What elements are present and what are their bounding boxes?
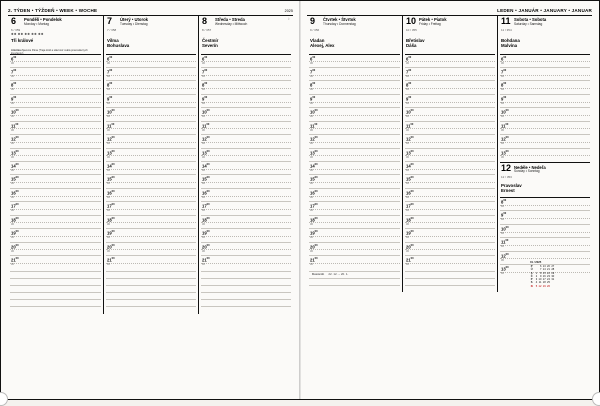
hour-row: $7^{00}$ 30 <box>106 67 196 80</box>
hour-row: $12^{00}$ 30 <box>106 134 196 147</box>
mini-calendar-row: P 6 13 20 27 <box>530 264 555 268</box>
nameday-cz: Břetislav <box>406 37 425 43</box>
hour-row: $18^{00}$ 30 <box>201 215 291 228</box>
nameday-sk: Alexej, Alex <box>310 42 335 48</box>
hour-row: $11^{00}$ 30 <box>106 121 196 134</box>
day-name-secondary: Tuesday • Dienstag <box>120 21 148 26</box>
hour-row: $16^{00}$ 30 <box>10 188 101 201</box>
holiday-note-text: Zjavenie Pána (Traja králi a slávnosť svätá pravoslávnych kresťanov) <box>11 48 88 55</box>
hour-row: $12^{00}$ 30 <box>500 251 590 264</box>
nameday-sk: Ernest <box>501 188 515 194</box>
hour-row: $9^{00}$ 30 <box>405 94 495 107</box>
hour-row: $9^{00}$ 30 <box>500 210 590 223</box>
hour-row: $13^{00}$ 30 <box>10 148 101 161</box>
hour-row: $8^{00}$ 30 <box>500 197 590 210</box>
day-name-secondary: Sunday • Sonntag <box>514 169 540 173</box>
hour-row: $17^{00}$ 30 <box>106 201 196 214</box>
hour-row: $7^{00}$ 30 <box>405 67 495 80</box>
nameday-primary <box>310 38 399 48</box>
hour-row: $19^{00}$ 30 <box>405 228 495 241</box>
note-lines-tuesday[interactable] <box>106 271 196 314</box>
hour-row: $19^{00}$ 30 <box>309 228 400 241</box>
hour-row: $10^{00}$ 30 <box>309 107 400 120</box>
day-number: 7 <box>107 15 113 26</box>
day-of-year: 7 / 358 <box>107 27 117 32</box>
hour-grid-tuesday[interactable] <box>106 54 196 269</box>
hour-row: $14^{00}$ 30 <box>201 161 291 174</box>
nameday-primary <box>406 38 494 48</box>
nameday-sk: Dáša <box>406 42 417 48</box>
hour-row: $8^{00}$ 30 <box>201 80 291 93</box>
day-name-secondary: Friday • Freitag <box>419 21 441 26</box>
day-name: Středa • Streda <box>215 17 245 22</box>
hour-row: $11^{00}$ 30 <box>500 121 590 134</box>
mini-calendar-row: N 5 12 19 26 <box>530 284 550 288</box>
hour-row: $19^{00}$ 30 <box>10 228 101 241</box>
day-of-year: 11 / 354 <box>501 27 512 32</box>
day-name-secondary: Wednesday • Mittwoch <box>215 21 248 26</box>
note-lines-monday[interactable] <box>10 271 101 314</box>
hour-row: $11^{00}$ 30 <box>500 237 590 250</box>
mini-calendar-title: 01 / 2025 <box>530 260 542 264</box>
day-of-year: 8 / 357 <box>202 27 212 32</box>
day-name: Pondělí • Pondelok <box>24 17 62 22</box>
month-title: LEDEN • JANUÁR • JANUARY • JANUAR <box>497 8 592 13</box>
hour-row: $6^{00}$ 30 <box>405 54 495 67</box>
day-of-year: 6 / 359 <box>11 27 21 32</box>
hour-row: $6^{00}$ 30 <box>500 54 590 67</box>
hour-row: $19^{00}$ 30 <box>201 228 291 241</box>
hour-row: $9^{00}$ 30 <box>106 94 196 107</box>
day-column-wednesday[interactable] <box>198 16 293 314</box>
day-header-thursday <box>309 16 400 54</box>
hour-row: $16^{00}$ 30 <box>405 188 495 201</box>
nameday-cz: Vladan <box>310 37 325 43</box>
hour-row: $16^{00}$ 30 <box>106 188 196 201</box>
note-lines-wednesday[interactable] <box>201 271 291 314</box>
hour-row: $8^{00}$ 30 <box>309 80 400 93</box>
day-column-tuesday[interactable] <box>103 16 198 314</box>
hour-row: $18^{00}$ 30 <box>405 215 495 228</box>
hour-row: $21^{00}$ 30 <box>405 255 495 268</box>
hour-row: $10^{00}$ 30 <box>10 107 101 120</box>
day-of-year: 10 / 355 <box>406 27 417 32</box>
moon-phase-icon: ☽ <box>286 17 290 21</box>
nameday-sk: Bohuslava <box>107 42 130 48</box>
hour-row: $11^{00}$ 30 <box>10 121 101 134</box>
mini-calendar-row: S 1 8 15 22 29 <box>530 271 555 275</box>
hour-row: $14^{00}$ 30 <box>405 161 495 174</box>
day-header-saturday <box>500 16 590 54</box>
hour-row: $9^{00}$ 30 <box>201 94 291 107</box>
day-number: 10 <box>406 15 417 26</box>
hour-row: $9^{00}$ 30 <box>309 94 400 107</box>
hour-row: $12^{00}$ 30 <box>500 134 590 147</box>
hour-row: $11^{00}$ 30 <box>405 121 495 134</box>
mini-calendar-row: Ú 7 14 21 28 <box>530 268 555 272</box>
hour-row: $12^{00}$ 30 <box>10 134 101 147</box>
nameday-cz: Bohdana <box>501 37 520 43</box>
week-title: 2. TÝDEN • TÝŽDEŇ • WEEK • WOCHE <box>8 8 98 13</box>
hour-row: $17^{00}$ 30 <box>309 201 400 214</box>
hour-row: $7^{00}$ 30 <box>309 67 400 80</box>
hour-row: $19^{00}$ 30 <box>106 228 196 241</box>
hour-grid-monday[interactable] <box>10 54 101 269</box>
hour-row: $13^{00}$ 30 <box>201 148 291 161</box>
right-page <box>300 0 600 400</box>
book-spine <box>299 0 301 400</box>
hour-row: $20^{00}$ 30 <box>201 242 291 255</box>
day-name-secondary: Thursday • Donnerstag <box>323 21 356 26</box>
nameday-sk: Severín <box>202 42 218 48</box>
day-of-year: 12 / 353 <box>501 175 512 179</box>
nameday-primary <box>501 183 589 193</box>
hour-row: $14^{00}$ 30 <box>106 161 196 174</box>
day-header-tuesday <box>106 16 196 54</box>
hour-grid-friday[interactable] <box>405 54 495 269</box>
day-column-weekend[interactable] <box>497 16 592 293</box>
hour-row: $15^{00}$ 30 <box>10 174 101 187</box>
left-page <box>0 0 300 400</box>
mini-calendar-row: S 4 11 18 25 <box>530 281 550 285</box>
day-of-year: 9 / 356 <box>310 27 320 32</box>
hour-row: $14^{00}$ 30 <box>10 161 101 174</box>
hour-row: $10^{00}$ 30 <box>405 107 495 120</box>
hour-row: $13^{00}$ 30 <box>405 148 495 161</box>
hour-row: $13^{00}$ 30 <box>500 148 590 161</box>
day-name: Nedéle • Nedeľa <box>514 164 546 170</box>
day-column-monday[interactable] <box>8 16 103 314</box>
hour-row: $11^{00}$ 30 <box>309 121 400 134</box>
hour-row: $18^{00}$ 30 <box>10 215 101 228</box>
day-header-monday <box>10 16 101 54</box>
hour-row: $13^{00}$ 30 <box>309 148 400 161</box>
hour-row: $6^{00}$ 30 <box>106 54 196 67</box>
hour-row: $8^{00}$ 30 <box>500 80 590 93</box>
zodiac-sign <box>309 271 348 276</box>
page-corner-left <box>0 392 8 406</box>
hour-row: $12^{00}$ 30 <box>201 134 291 147</box>
mini-calendar-row: P 3 10 17 24 31 <box>530 278 555 282</box>
hour-row: $21^{00}$ 30 <box>309 255 400 268</box>
hour-row: $12^{00}$ 30 <box>309 134 400 147</box>
day-number: 8 <box>202 15 208 26</box>
nameday-primary <box>107 38 195 48</box>
day-number: 6 <box>11 15 17 26</box>
hour-row: $6^{00}$ 30 <box>10 54 101 67</box>
day-number: 9 <box>310 15 316 26</box>
hour-row: $10^{00}$ 30 <box>106 107 196 120</box>
decorative-dots: ✱✱ ✱✱ ✱✱ ✱✱ ✱✱ <box>11 31 44 36</box>
page-corner-right <box>592 392 600 406</box>
day-name: Úterý • Utorok <box>120 17 148 22</box>
hour-row: $6^{00}$ 30 <box>309 54 400 67</box>
hour-row: $16^{00}$ 30 <box>309 188 400 201</box>
hour-row: $16^{00}$ 30 <box>201 188 291 201</box>
nameday-cz: Čestmír <box>202 37 219 43</box>
day-name: Sobota • Sobota <box>514 17 547 22</box>
hour-row: $20^{00}$ 30 <box>10 242 101 255</box>
hour-row: $9^{00}$ 30 <box>500 94 590 107</box>
hour-row: $21^{00}$ 30 <box>106 255 196 268</box>
left-day-columns <box>8 16 293 314</box>
hour-row: $17^{00}$ 30 <box>10 201 101 214</box>
day-number: 12 <box>501 163 512 173</box>
day-header-friday <box>405 16 495 54</box>
hour-row: $13^{00}$ 30 <box>106 148 196 161</box>
hour-row: $21^{00}$ 30 <box>201 255 291 268</box>
zodiac-range: 22. 12. – 20. 1. <box>328 272 349 277</box>
mini-calendar-row: Č 2 9 16 23 30 <box>530 274 555 278</box>
right-day-columns <box>307 16 592 293</box>
day-name-secondary: Saturday • Samstag <box>514 21 543 26</box>
hour-row: $7^{00}$ 30 <box>10 67 101 80</box>
hour-row: $8^{00}$ 30 <box>106 80 196 93</box>
hour-row: $20^{00}$ 30 <box>405 242 495 255</box>
mini-calendar-table <box>530 265 555 288</box>
hour-row: $11^{00}$ 30 <box>201 121 291 134</box>
hour-row: $21^{00}$ 30 <box>10 255 101 268</box>
hour-row: $10^{00}$ 30 <box>201 107 291 120</box>
note-lines-friday[interactable] <box>405 271 495 293</box>
hour-row: $15^{00}$ 30 <box>106 174 196 187</box>
hour-row: $9^{00}$ 30 <box>10 94 101 107</box>
hour-row: $7^{00}$ 30 <box>201 67 291 80</box>
nameday-secondary: Antónia <box>11 48 21 52</box>
zodiac-label: Kozoroh <box>312 272 325 277</box>
day-column-friday[interactable] <box>402 16 497 293</box>
day-header-wednesday <box>201 16 291 54</box>
hour-row: $13^{00}$ 30 <box>500 264 590 277</box>
hour-row: $8^{00}$ 30 <box>10 80 101 93</box>
nameday-primary <box>202 38 290 48</box>
nameday-cz: Vilma <box>107 37 119 43</box>
hour-row: $15^{00}$ 30 <box>201 174 291 187</box>
day-name: Pátek • Piatok <box>419 17 447 22</box>
nameday-primary: Tři králové <box>11 37 34 43</box>
nameday-primary <box>501 38 589 48</box>
hour-row: $8^{00}$ 30 <box>405 80 495 93</box>
day-number: 11 <box>501 15 511 26</box>
year-label: 2025 <box>284 9 293 13</box>
day-name-secondary: Monday • Montag <box>24 21 49 26</box>
hour-grid-thursday[interactable] <box>309 54 400 269</box>
mini-calendar[interactable] <box>530 261 590 288</box>
hour-grid-saturday[interactable] <box>500 54 590 162</box>
hour-row: $14^{00}$ 30 <box>309 161 400 174</box>
hour-row: $10^{00}$ 30 <box>500 107 590 120</box>
nameday-cz: Pravoslav <box>501 183 522 188</box>
hour-row: $17^{00}$ 30 <box>201 201 291 214</box>
hour-row: $12^{00}$ 30 <box>405 134 495 147</box>
hour-row: $20^{00}$ 30 <box>309 242 400 255</box>
day-name: Čtvrtek • Štvrtok <box>323 17 356 22</box>
hour-row: $15^{00}$ 30 <box>309 174 400 187</box>
hour-grid-wednesday[interactable] <box>201 54 291 269</box>
hour-row: $6^{00}$ 30 <box>201 54 291 67</box>
hour-row: $20^{00}$ 30 <box>106 242 196 255</box>
hour-row: $7^{00}$ 30 <box>500 67 590 80</box>
hour-row: $18^{00}$ 30 <box>106 215 196 228</box>
hour-row: $15^{00}$ 30 <box>405 174 495 187</box>
nameday-sk: Malvína <box>501 42 518 48</box>
day-column-thursday[interactable] <box>307 16 402 293</box>
hour-row: $17^{00}$ 30 <box>405 201 495 214</box>
hour-row: $10^{00}$ 30 <box>500 224 590 237</box>
hour-row: $18^{00}$ 30 <box>309 215 400 228</box>
